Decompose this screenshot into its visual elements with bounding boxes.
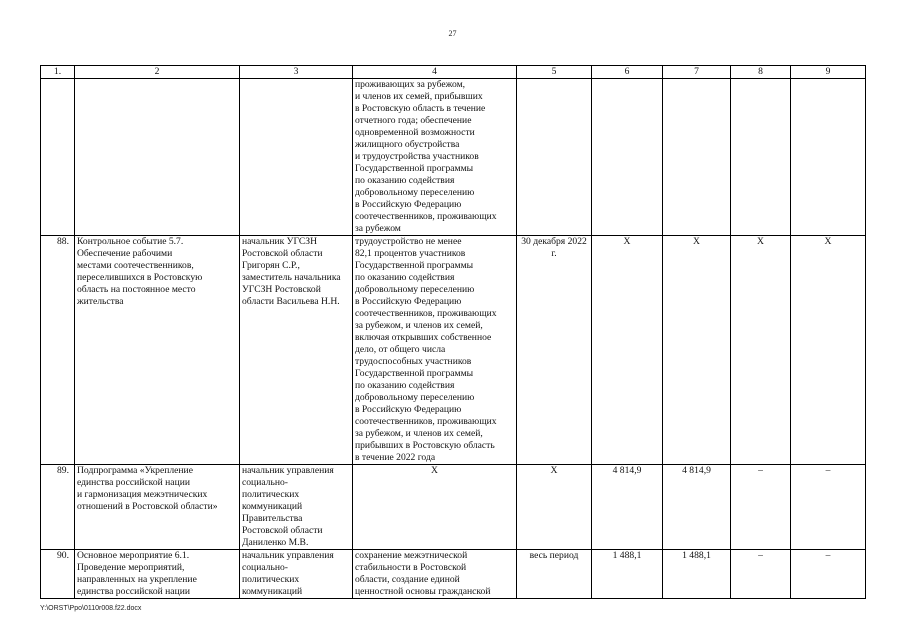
value-col9: – <box>791 465 866 550</box>
header-cell: 4 <box>353 66 517 79</box>
row-number: 90. <box>41 550 75 599</box>
responsible-person <box>240 79 353 236</box>
event-name: Подпрограмма «Укрепление единства российской нации и гармонизация межэтнических отношений в Ростовской области» <box>75 465 240 550</box>
value-col8 <box>731 79 791 236</box>
row-number: 89. <box>41 465 75 550</box>
term: 30 декабря 2022 г. <box>517 236 592 465</box>
header-cell: 2 <box>75 66 240 79</box>
header-row <box>41 66 866 79</box>
event-name: Основное мероприятие 6.1. Проведение мероприятий, направленных на укрепление единства российской нации <box>75 550 240 599</box>
value-col9: – <box>791 550 866 599</box>
responsible-person: начальник управления социально- политических коммуникаций <box>240 550 353 599</box>
file-path-footer: Y:\ORST\Ppo\0110r008.f22.docx <box>40 605 142 612</box>
term <box>517 79 592 236</box>
implementation-plan-table <box>40 65 866 599</box>
event-name: Контрольное событие 5.7. Обеспечение рабочими местами соотечественников, переселившихся в Ростовскую область на постоянное место жительства <box>75 236 240 465</box>
plan-table-container <box>40 65 865 599</box>
header-cell: 3 <box>240 66 353 79</box>
expected-result: проживающих за рубежом, и членов их семей, прибывших в Ростовскую область в течение отчетного года; обеспечение одновременной возможности жилищного обустройства и трудоустройства участников Государственной программы по оказанию содействия добровольному переселению в Российскую Федерацию соотечественников, проживающих за рубежом <box>353 79 517 236</box>
term: X <box>517 465 592 550</box>
value-col8: – <box>731 465 791 550</box>
header-cell: 7 <box>663 66 731 79</box>
header-cell: 8 <box>731 66 791 79</box>
header-cell: 5 <box>517 66 592 79</box>
header-cell: 1. <box>41 66 75 79</box>
value-col7: 4 814,9 <box>663 465 731 550</box>
expected-result: X <box>353 465 517 550</box>
value-col6: 1 488,1 <box>592 550 663 599</box>
table-row <box>41 550 866 599</box>
row-number: 88. <box>41 236 75 465</box>
table-row <box>41 465 866 550</box>
expected-result: трудоустройство не менее 82,1 процентов участников Государственной программы по оказанию содействия добровольному переселению в Российскую Федерацию соотечественников, проживающих за рубежом, и членов их семей, включая открывших собственное дело, от общего числа трудоспособных участников Государственной программы по оказанию содействия добровольному переселению в Российскую Федерацию соотечественников, проживающих за рубежом, и членов их семей, прибывших в Ростовскую область в течение 2022 года <box>353 236 517 465</box>
expected-result: сохранение межэтнической стабильности в Ростовской области, создание единой ценностной основы гражданской <box>353 550 517 599</box>
value-col7: 1 488,1 <box>663 550 731 599</box>
value-col8: – <box>731 550 791 599</box>
table-row <box>41 79 866 236</box>
event-name <box>75 79 240 236</box>
value-col9: X <box>791 236 866 465</box>
row-number <box>41 79 75 236</box>
value-col7: X <box>663 236 731 465</box>
value-col8: X <box>731 236 791 465</box>
header-cell: 9 <box>791 66 866 79</box>
value-col6: 4 814,9 <box>592 465 663 550</box>
page-number: 27 <box>448 29 457 38</box>
term: весь период <box>517 550 592 599</box>
responsible-person: начальник УГСЗН Ростовской области Григорян С.Р., заместитель начальника УГСЗН Ростовской области Васильева Н.Н. <box>240 236 353 465</box>
header-cell: 6 <box>592 66 663 79</box>
value-col7 <box>663 79 731 236</box>
responsible-person: начальник управления социально- политических коммуникаций Правительства Ростовской области Даниленко М.В. <box>240 465 353 550</box>
value-col6 <box>592 79 663 236</box>
value-col9 <box>791 79 866 236</box>
table-row <box>41 236 866 465</box>
value-col6: X <box>592 236 663 465</box>
